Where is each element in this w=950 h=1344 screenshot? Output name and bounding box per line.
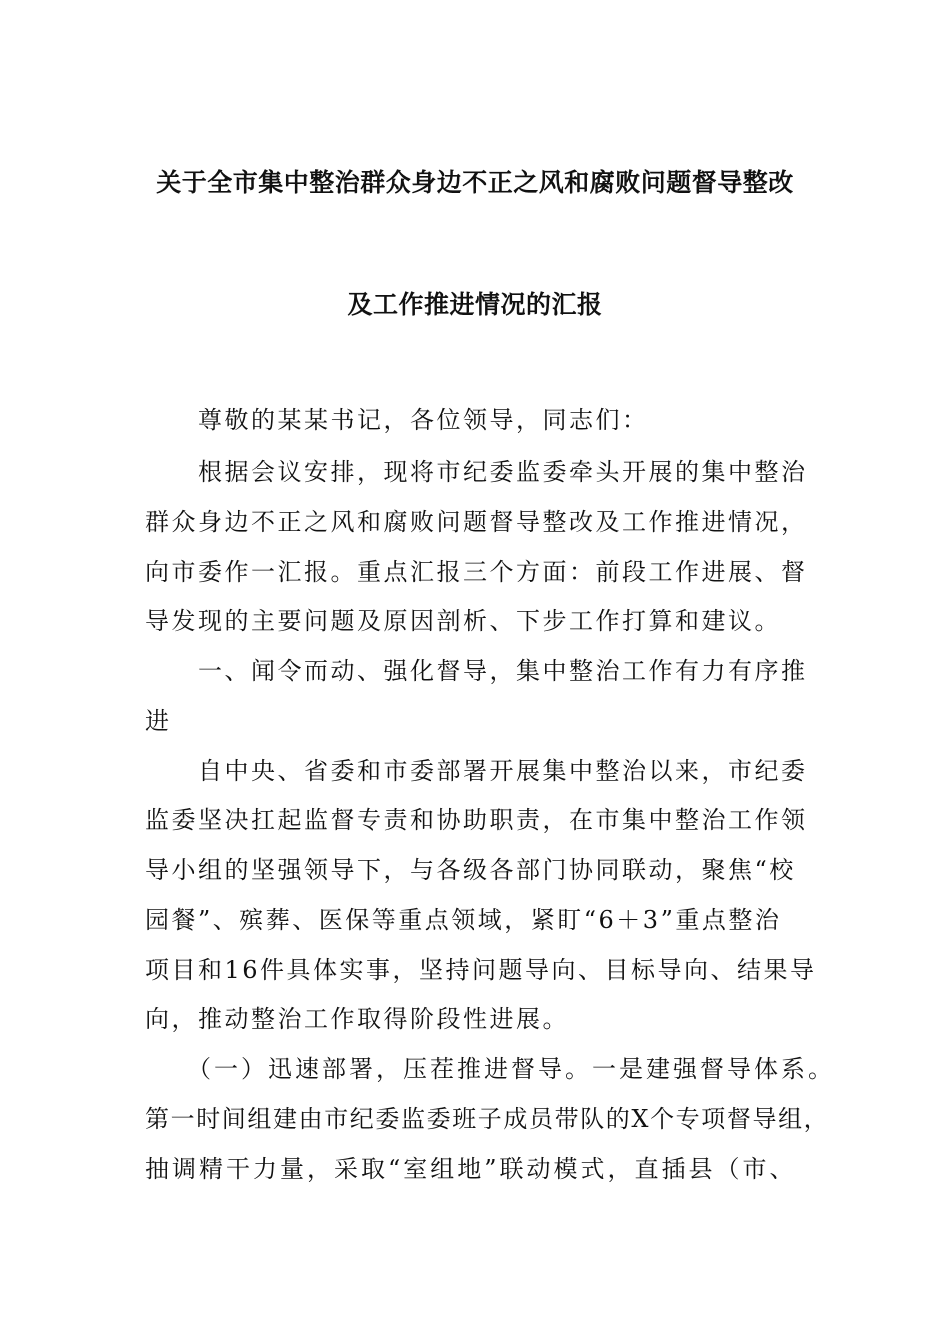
document-title-line-1: 关于全市集中整治群众身边不正之风和腐败问题督导整改	[156, 168, 794, 197]
paragraph-line: 项目和16件具体实事，坚持问题导向、目标导向、结果导	[145, 956, 817, 984]
section-heading-line: 一、闻令而动、强化督导，集中整治工作有力有序推	[145, 657, 808, 685]
paragraph-line: 根据会议安排，现将市纪委监委牵头开展的集中整治	[145, 458, 808, 486]
document-title-line-2: 及工作推进情况的汇报	[347, 290, 603, 319]
paragraph-line: 导小组的坚强领导下，与各级各部门协同联动，聚焦“校	[145, 856, 796, 884]
paragraph-line: 第一时间组建由市纪委监委班子成员带队的X个专项督导组，	[145, 1105, 830, 1133]
paragraph-line: 向，推动整治工作取得阶段性进展。	[145, 1005, 569, 1033]
paragraph-line: 自中央、省委和市委部署开展集中整治以来，市纪委	[145, 757, 808, 785]
paragraph-line: 向市委作一汇报。重点汇报三个方面：前段工作进展、督	[145, 558, 808, 586]
salutation: 尊敬的某某书记，各位领导，同志们：	[145, 406, 649, 434]
paragraph-line: 导发现的主要问题及原因剖析、下步工作打算和建议。	[145, 607, 781, 635]
paragraph-line: 园餐”、殡葬、医保等重点领域，紧盯“6＋3”重点整治	[145, 906, 782, 934]
paragraph-line: 群众身边不正之风和腐败问题督导整改及工作推进情况，	[145, 508, 808, 536]
paragraph-line: 监委坚决扛起监督专责和协助职责，在市集中整治工作领	[145, 806, 808, 834]
section-heading-line: 进	[145, 707, 172, 735]
subsection-line: （一）迅速部署，压茬推进督导。一是建强督导体系。	[145, 1055, 835, 1083]
paragraph-line: 抽调精干力量，采取“室组地”联动模式，直插县（市、	[145, 1155, 797, 1183]
